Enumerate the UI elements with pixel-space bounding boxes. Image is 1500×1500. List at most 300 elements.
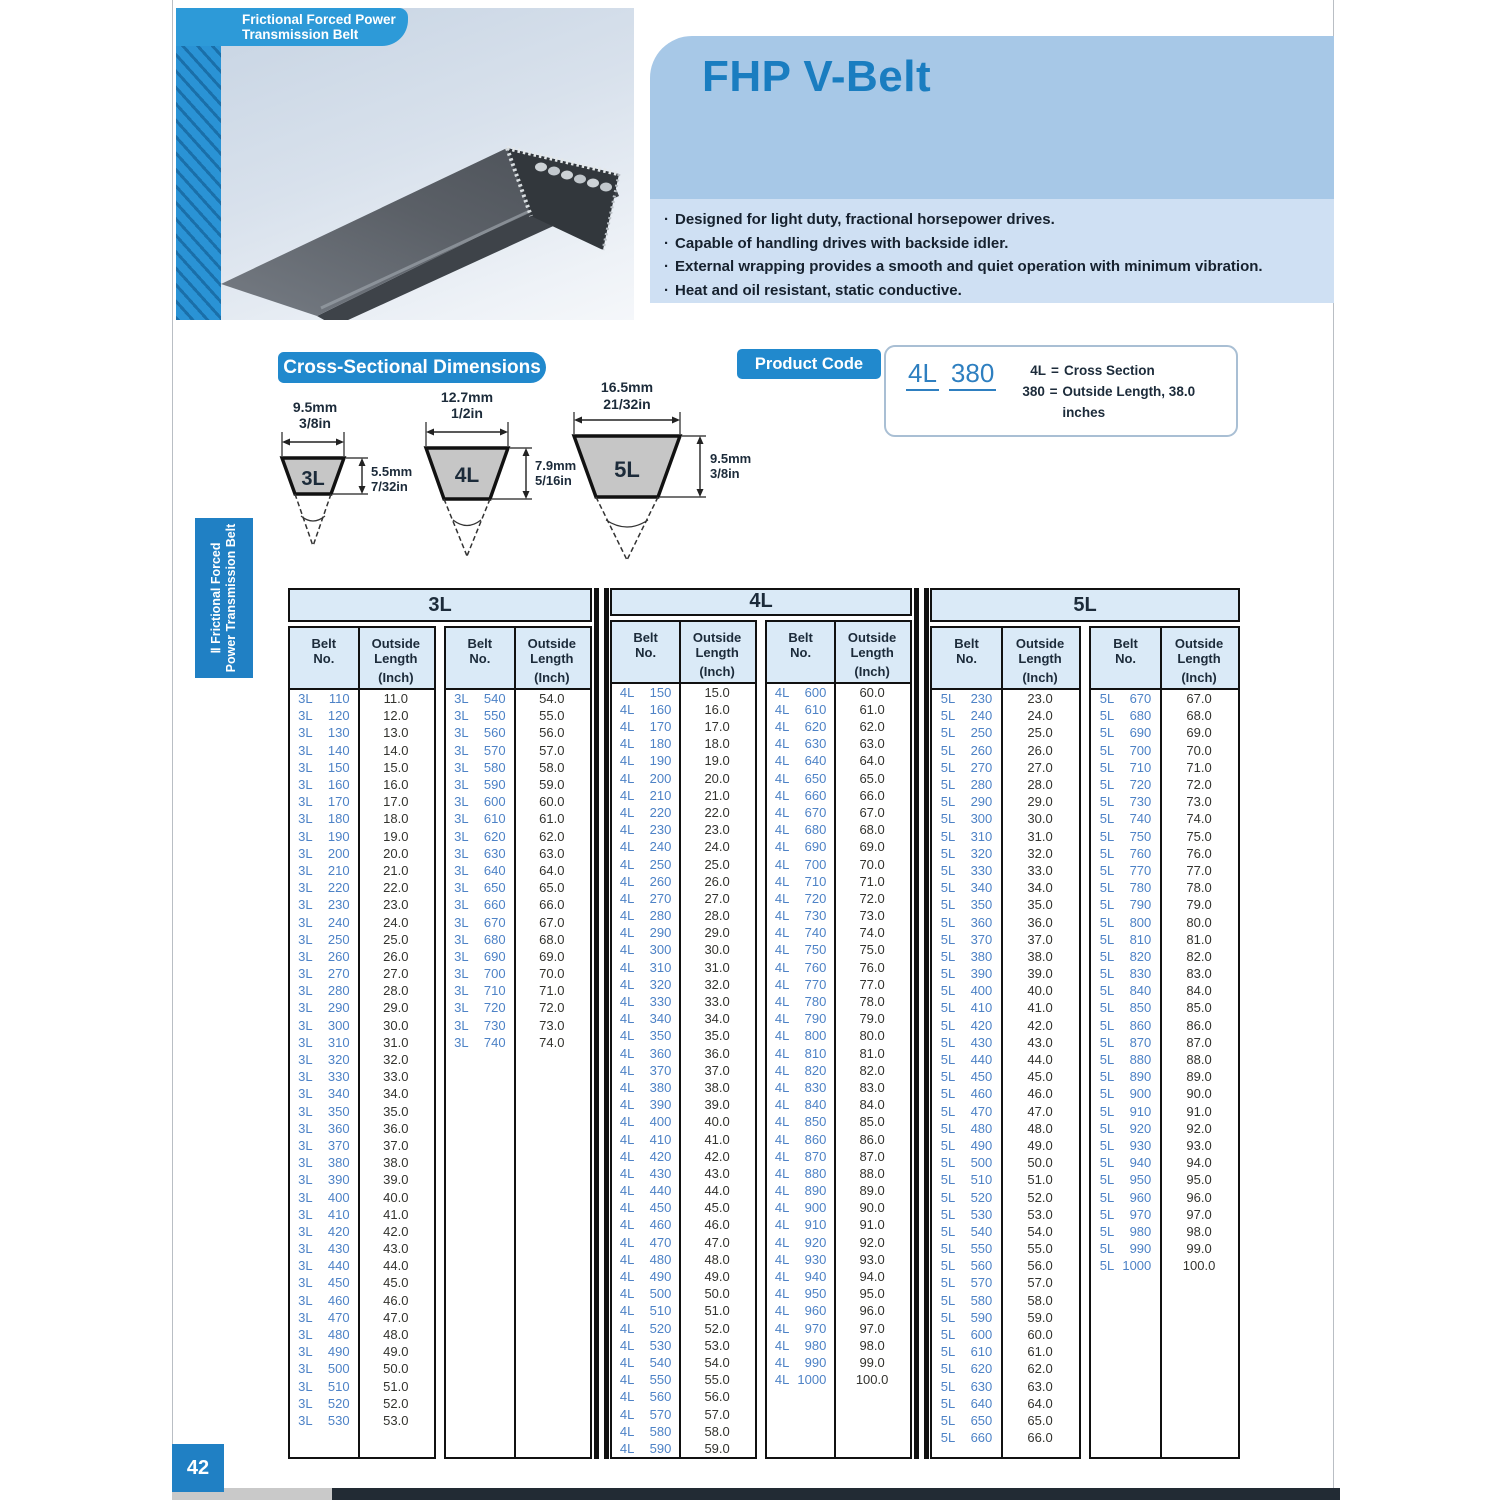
table-row (612, 718, 755, 735)
outside-length-cell: 49.0 (704, 1269, 730, 1285)
outside-length-cell: 23.0 (704, 822, 730, 838)
table-row (932, 879, 1079, 896)
outside-length-cell: 82.0 (1186, 948, 1212, 964)
product-code-legend (1010, 360, 1236, 423)
outside-length-cell: 87.0 (859, 1148, 885, 1164)
table-row (290, 810, 434, 827)
outside-length-cell: 32.0 (704, 976, 730, 992)
outside-length-cell: 46.0 (383, 1292, 409, 1308)
outside-length-cell: 44.0 (1027, 1052, 1053, 1068)
outside-length-cell: 51.0 (383, 1378, 409, 1394)
belt-no-cell: 3L 540 (454, 691, 506, 707)
outside-length-cell: 43.0 (383, 1241, 409, 1257)
outside-length-cell: 29.0 (1027, 794, 1053, 810)
belt-no-cell: 5L 950 (1099, 1172, 1152, 1188)
table-row (932, 913, 1079, 930)
belt-no-cell: 4L 490 (619, 1269, 672, 1285)
outside-length-cell: 78.0 (859, 994, 885, 1010)
outside-length-cell: 38.0 (704, 1079, 730, 1095)
outside-length-cell: 64.0 (859, 753, 885, 769)
belt-no-cell: 4L 150 (619, 684, 672, 700)
belt-no-cell: 4L 210 (619, 787, 672, 803)
table-row (290, 793, 434, 810)
cross-section-diagram-3l (268, 398, 418, 563)
outside-length-cell: 16.0 (704, 701, 730, 717)
outside-length-cell: 51.0 (1027, 1172, 1053, 1188)
belt-no-cell: 5L 730 (1099, 794, 1152, 810)
outside-length-cell: 86.0 (859, 1131, 885, 1147)
belt-no-cell: 4L 860 (774, 1131, 827, 1147)
belt-no-cell: 5L 360 (940, 914, 993, 930)
belt-no-cell: 5L 290 (940, 794, 993, 810)
table-row (290, 1292, 434, 1309)
group-divider (912, 588, 930, 1459)
belt-no-cell: 5L 580 (940, 1292, 993, 1308)
belt-no-cell: 5L 780 (1099, 880, 1152, 896)
table-row (767, 959, 910, 976)
outside-length-cell: 61.0 (539, 811, 565, 827)
outside-length-cell: 76.0 (1186, 845, 1212, 861)
belt-no-cell: 4L 730 (774, 908, 827, 924)
outside-length-cell: 22.0 (704, 804, 730, 820)
belt-no-cell: 3L 640 (454, 862, 506, 878)
outside-length-cell: 64.0 (1027, 1395, 1053, 1411)
outside-length-cell: 32.0 (383, 1052, 409, 1068)
outside-length-cell: 56.0 (539, 725, 565, 741)
table-row (290, 896, 434, 913)
outside-length-cell: 11.0 (383, 691, 408, 707)
table-row (612, 1388, 755, 1405)
outside-length-cell: 53.0 (1027, 1206, 1053, 1222)
table-row (290, 1274, 434, 1291)
table-row (767, 1371, 910, 1388)
outside-length-cell: 71.0 (539, 983, 565, 999)
belt-no-cell: 5L 860 (1099, 1017, 1152, 1033)
table-row (612, 1320, 755, 1337)
outside-length-cell: 26.0 (383, 948, 409, 964)
belt-no-cell: 4L 250 (619, 856, 672, 872)
belt-no-cell: 4L 770 (774, 976, 827, 992)
table-row (932, 742, 1079, 759)
table-row (932, 1017, 1079, 1034)
table-row (446, 845, 590, 862)
belt-no-cell: 4L 520 (619, 1320, 672, 1336)
belt-no-cell: 3L 650 (454, 880, 506, 896)
outside-length-cell: 92.0 (859, 1234, 885, 1250)
belt-no-cell: 4L 180 (619, 736, 672, 752)
outside-length-cell: 85.0 (859, 1114, 885, 1130)
table-row (767, 838, 910, 855)
belt-no-cell: 5L 430 (940, 1034, 993, 1050)
outside-length-cell: 38.0 (383, 1155, 409, 1171)
outside-length-cell: 27.0 (1027, 759, 1053, 775)
belt-no-cell: 3L 270 (298, 966, 350, 982)
outside-length-cell: 99.0 (1186, 1241, 1212, 1257)
outside-length-cell: 79.0 (859, 1011, 885, 1027)
outside-length-cell: 35.0 (704, 1028, 730, 1044)
table-row (767, 1285, 910, 1302)
outside-length-cell: 38.0 (1027, 948, 1053, 964)
table-row (446, 879, 590, 896)
table-column (767, 684, 910, 1457)
outside-length-cell: 15.0 (704, 684, 730, 700)
belt-no-cell: 4L 290 (619, 925, 672, 941)
belt-no-cell: 3L 590 (454, 777, 506, 793)
svg-text:7/32in: 7/32in (371, 479, 408, 494)
table-row (932, 759, 1079, 776)
table-row (290, 1240, 434, 1257)
table-row (290, 862, 434, 879)
table-row (767, 993, 910, 1010)
belt-no-cell: 4L 430 (619, 1165, 672, 1181)
table-row (612, 890, 755, 907)
outside-length-cell: 89.0 (1186, 1069, 1212, 1085)
outside-length-cell: 61.0 (859, 701, 885, 717)
outside-length-cell: 48.0 (704, 1251, 730, 1267)
table-row (446, 931, 590, 948)
belt-no-cell: 4L 610 (774, 701, 827, 717)
table-row (932, 1085, 1079, 1102)
belt-no-cell: 4L 620 (774, 719, 827, 735)
outside-length-cell: 60.0 (859, 684, 885, 700)
table-row (932, 896, 1079, 913)
outside-length-cell: 25.0 (704, 856, 730, 872)
table-row (767, 1302, 910, 1319)
outside-length-cell: 93.0 (859, 1251, 885, 1267)
belt-no-cell: 5L 380 (940, 948, 993, 964)
outside-length-cell: 13.0 (383, 725, 409, 741)
table-row (446, 690, 590, 707)
belt-no-cell: 5L 620 (940, 1361, 993, 1377)
table-row (290, 845, 434, 862)
table-row (612, 1010, 755, 1027)
belt-no-cell: 5L 920 (1099, 1120, 1152, 1136)
group-header: 4L (610, 588, 912, 616)
outside-length-cell: 63.0 (539, 845, 565, 861)
outside-length-cell: 97.0 (859, 1320, 885, 1336)
table-row (932, 999, 1079, 1016)
outside-length-cell: 24.0 (1027, 708, 1053, 724)
table-row (612, 941, 755, 958)
belt-no-cell: 3L 300 (298, 1017, 350, 1033)
table-row (290, 1137, 434, 1154)
belt-no-cell: 4L 680 (774, 822, 827, 838)
table-row (612, 1216, 755, 1233)
table-row (932, 828, 1079, 845)
belt-no-cell: 3L 290 (298, 1000, 350, 1016)
table-row (612, 735, 755, 752)
outside-length-cell: 31.0 (704, 959, 730, 975)
outside-length-cell: 66.0 (859, 787, 885, 803)
outside-length-cell: 72.0 (1186, 777, 1212, 793)
outside-length-cell: 50.0 (383, 1361, 409, 1377)
table-row (767, 1010, 910, 1027)
table-row (290, 1017, 434, 1034)
table-row (1091, 999, 1238, 1016)
outside-length-cell: 21.0 (383, 862, 409, 878)
table-row (932, 1378, 1079, 1395)
table-row (767, 976, 910, 993)
belt-no-cell: 5L 400 (940, 983, 993, 999)
table-row (290, 982, 434, 999)
outside-length-cell: 41.0 (1027, 1000, 1053, 1016)
belt-no-cell: 3L 600 (454, 794, 506, 810)
belt-no-cell: 3L 190 (298, 828, 350, 844)
table-row (932, 1326, 1079, 1343)
table-row (1091, 982, 1238, 999)
belt-no-cell: 3L 610 (454, 811, 506, 827)
table-row (612, 752, 755, 769)
belt-no-cell: 5L 330 (940, 862, 993, 878)
table-row (1091, 1017, 1238, 1034)
outside-length-cell: 29.0 (704, 925, 730, 941)
table-row (932, 845, 1079, 862)
table-row (446, 742, 590, 759)
outside-length-cell: 96.0 (1186, 1189, 1212, 1205)
outside-length-cell: 76.0 (859, 959, 885, 975)
belt-no-cell: 4L 350 (619, 1028, 672, 1044)
table-row (767, 924, 910, 941)
table-column (932, 690, 1079, 1457)
outside-length-cell: 92.0 (1186, 1120, 1212, 1136)
outside-length-cell: 70.0 (539, 966, 565, 982)
table-row (767, 1268, 910, 1285)
outside-length-cell: 59.0 (1027, 1309, 1053, 1325)
svg-text:4L: 4L (454, 464, 480, 487)
belt-no-cell: 5L 640 (940, 1395, 993, 1411)
belt-no-cell: 5L 1000 (1099, 1258, 1152, 1274)
table-row (767, 907, 910, 924)
table-row (612, 701, 755, 718)
belt-no-cell: 3L 480 (298, 1327, 350, 1343)
outside-length-cell: 52.0 (1027, 1189, 1053, 1205)
belt-no-cell: 5L 790 (1099, 897, 1152, 913)
outside-length-cell: 86.0 (1186, 1017, 1212, 1033)
belt-no-cell: 4L 810 (774, 1045, 827, 1061)
outside-length-cell: 17.0 (383, 794, 409, 810)
outside-length-cell: 73.0 (539, 1017, 565, 1033)
table-row (767, 1079, 910, 1096)
belt-no-cell: 3L 660 (454, 897, 506, 913)
table-row (1091, 810, 1238, 827)
belt-no-cell: 3L 400 (298, 1189, 350, 1205)
table-row (767, 1216, 910, 1233)
belt-no-cell: 5L 300 (940, 811, 993, 827)
table-row (1091, 776, 1238, 793)
belt-no-cell: 4L 540 (619, 1354, 672, 1370)
table-row (290, 1085, 434, 1102)
outside-length-cell: 42.0 (704, 1148, 730, 1164)
belt-no-cell: 5L 610 (940, 1344, 993, 1360)
belt-no-cell: 5L 830 (1099, 966, 1152, 982)
belt-no-cell: 5L 840 (1099, 983, 1152, 999)
outside-length-cell: 33.0 (704, 994, 730, 1010)
outside-length-cell: 90.0 (1186, 1086, 1212, 1102)
cross-section-diagram-5l (560, 378, 765, 573)
belt-no-cell: 5L 650 (940, 1412, 993, 1428)
table-row (612, 838, 755, 855)
table-row (612, 1423, 755, 1440)
belt-no-cell: 3L 420 (298, 1223, 350, 1239)
belt-no-cell: 4L 440 (619, 1183, 672, 1199)
belt-no-cell: 4L 930 (774, 1251, 827, 1267)
outside-length-cell: 63.0 (859, 736, 885, 752)
belt-no-cell: 5L 530 (940, 1206, 993, 1222)
outside-length-cell: 62.0 (539, 828, 565, 844)
table-row (932, 1206, 1079, 1223)
belt-no-cell: 4L 460 (619, 1217, 672, 1233)
belt-no-cell: 5L 990 (1099, 1241, 1152, 1257)
outside-length-cell: 77.0 (859, 976, 885, 992)
table-row (1091, 896, 1238, 913)
outside-length-cell: 56.0 (1027, 1258, 1053, 1274)
outside-length-cell: 95.0 (1186, 1172, 1212, 1188)
outside-length-cell: 32.0 (1027, 845, 1053, 861)
subtable-header: Belt No. Outside Length (Inch) (446, 628, 590, 690)
table-row (446, 999, 590, 1016)
outside-length-cell: 35.0 (1027, 897, 1053, 913)
belt-no-cell: 3L 450 (298, 1275, 350, 1291)
table-row (1091, 1154, 1238, 1171)
belt-no-cell: 3L 180 (298, 811, 350, 827)
table-row (767, 1251, 910, 1268)
outside-length-cell: 47.0 (704, 1234, 730, 1250)
table-row (1091, 1188, 1238, 1205)
belt-no-cell: 4L 750 (774, 942, 827, 958)
svg-text:3L: 3L (301, 468, 325, 490)
table-row (290, 1103, 434, 1120)
belt-no-cell: 3L 310 (298, 1034, 350, 1050)
subtable (610, 620, 757, 1459)
belt-no-cell: 4L 550 (619, 1372, 672, 1388)
table-row (932, 1034, 1079, 1051)
table-row (612, 1302, 755, 1319)
belt-no-cell: 4L 220 (619, 804, 672, 820)
belt-no-cell: 4L 280 (619, 908, 672, 924)
table-row (612, 804, 755, 821)
belt-no-cell: 3L 380 (298, 1155, 350, 1171)
outside-length-cell: 18.0 (704, 736, 730, 752)
belt-no-cell: 4L 590 (619, 1440, 672, 1456)
subtable-header: Belt No. Outside Length (Inch) (1091, 628, 1238, 690)
outside-length-cell: 34.0 (383, 1086, 409, 1102)
table-row (1091, 1068, 1238, 1085)
outside-length-cell: 41.0 (383, 1206, 409, 1222)
outside-length-cell: 68.0 (1186, 708, 1212, 724)
outside-length-cell: 72.0 (539, 1000, 565, 1016)
belt-no-cell: 3L 680 (454, 931, 506, 947)
table-row (446, 896, 590, 913)
table-row (932, 1188, 1079, 1205)
table-row (767, 804, 910, 821)
outside-length-cell: 51.0 (704, 1303, 730, 1319)
svg-text:9.5mm: 9.5mm (292, 399, 338, 415)
outside-length-cell: 35.0 (383, 1103, 409, 1119)
outside-length-cell: 30.0 (1027, 811, 1053, 827)
feature-bullet: · Capable of handling drives with backside idler. (664, 234, 1009, 252)
belt-no-cell: 3L 510 (298, 1378, 350, 1394)
table-row (932, 1412, 1079, 1429)
belt-no-cell: 5L 750 (1099, 828, 1152, 844)
outside-length-cell: 28.0 (1027, 777, 1053, 793)
outside-length-cell: 91.0 (1186, 1103, 1212, 1119)
belt-no-cell: 4L 980 (774, 1337, 827, 1353)
outside-length-cell: 74.0 (1186, 811, 1212, 827)
table-row (932, 1429, 1079, 1446)
belt-no-cell: 4L 200 (619, 770, 672, 786)
outside-length-cell: 37.0 (383, 1137, 409, 1153)
belt-no-cell: 5L 740 (1099, 811, 1152, 827)
outside-length-cell: 69.0 (859, 839, 885, 855)
belt-no-cell: 3L 410 (298, 1206, 350, 1222)
outside-length-cell: 47.0 (383, 1309, 409, 1325)
outside-length-cell: 99.0 (859, 1354, 885, 1370)
svg-text:1/2in: 1/2in (451, 405, 483, 421)
belt-no-cell: 3L 560 (454, 725, 506, 741)
table-row (767, 941, 910, 958)
table-row (932, 1223, 1079, 1240)
belt-no-cell: 5L 930 (1099, 1137, 1152, 1153)
belt-no-cell: 4L 360 (619, 1045, 672, 1061)
belt-no-cell: 3L 250 (298, 931, 350, 947)
belt-no-cell: 4L 330 (619, 994, 672, 1010)
code-prefix: 4L (906, 358, 939, 391)
table-row (612, 1199, 755, 1216)
table-row (446, 913, 590, 930)
belt-no-cell: 3L 130 (298, 725, 350, 741)
subtable (930, 626, 1081, 1459)
belt-no-cell: 4L 570 (619, 1406, 672, 1422)
belt-no-cell: 4L 510 (619, 1303, 672, 1319)
outside-length-cell: 19.0 (704, 753, 730, 769)
outside-length-cell: 27.0 (383, 966, 409, 982)
table-row (932, 1171, 1079, 1188)
bullet-icon: · (664, 258, 669, 275)
table-row (932, 810, 1079, 827)
table-row (1091, 690, 1238, 707)
outside-length-cell: 97.0 (1186, 1206, 1212, 1222)
belt-no-cell: 3L 140 (298, 742, 350, 758)
table-row (767, 1062, 910, 1079)
belt-no-cell: 3L 740 (454, 1034, 506, 1050)
feature-bullet: · Designed for light duty, fractional horsepower drives. (664, 211, 1055, 228)
table-row (290, 1326, 434, 1343)
outside-length-cell: 40.0 (383, 1189, 409, 1205)
outside-length-cell: 42.0 (383, 1223, 409, 1239)
outside-length-cell: 37.0 (1027, 931, 1053, 947)
table-row (290, 999, 434, 1016)
table-row (446, 776, 590, 793)
svg-text:7.9mm: 7.9mm (535, 458, 577, 473)
belt-no-cell: 4L 960 (774, 1303, 827, 1319)
cross-section-diagram-4l (415, 388, 580, 568)
table-row (767, 770, 910, 787)
table-row (290, 1206, 434, 1223)
belt-no-cell: 3L 390 (298, 1172, 350, 1188)
table-row (612, 1337, 755, 1354)
outside-length-cell: 36.0 (383, 1120, 409, 1136)
outside-length-cell: 20.0 (704, 770, 730, 786)
table-row (290, 707, 434, 724)
table-row (290, 690, 434, 707)
outside-length-cell: 48.0 (1027, 1120, 1053, 1136)
outside-length-cell: 88.0 (859, 1165, 885, 1181)
belt-no-cell: 3L 340 (298, 1086, 350, 1102)
table-row (446, 793, 590, 810)
belt-no-cell: 4L 170 (619, 719, 672, 735)
outside-length-cell: 70.0 (859, 856, 885, 872)
belt-no-cell: 5L 250 (940, 725, 993, 741)
